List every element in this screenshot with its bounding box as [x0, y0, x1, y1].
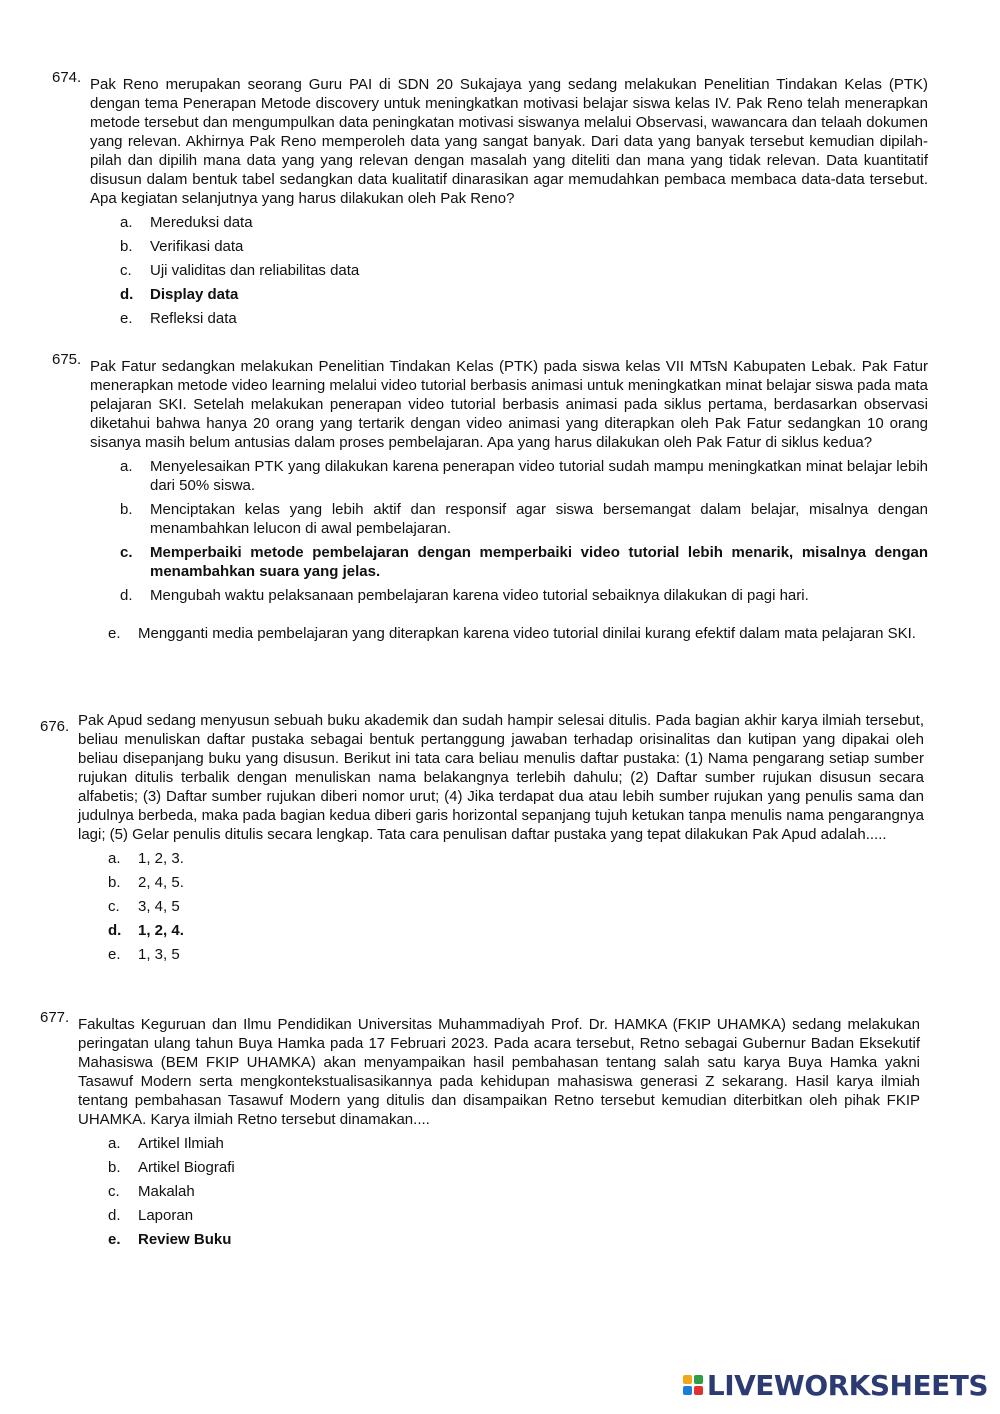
option-letter: a. — [108, 850, 121, 867]
option-letter: b. — [108, 874, 121, 891]
option-e[interactable] — [108, 1230, 920, 1249]
option-text: Menciptakan kelas yang lebih aktif dan responsif agar siswa bersemangat dalam belajar, misalnya dengan menambahkan lelucon di awal pembelajaran. — [150, 501, 928, 537]
option-letter: c. — [120, 262, 132, 279]
option-d[interactable] — [108, 921, 924, 940]
option-b[interactable] — [108, 1158, 920, 1177]
option-a[interactable] — [120, 457, 928, 495]
option-text: Artikel Ilmiah — [138, 1135, 224, 1152]
question-675 — [90, 357, 928, 643]
option-d[interactable] — [108, 1206, 920, 1225]
mark-square — [683, 1375, 692, 1384]
option-letter: a. — [108, 1135, 121, 1152]
option-d[interactable] — [120, 285, 928, 304]
question-number-674: 674. — [52, 69, 82, 86]
option-list — [108, 849, 924, 964]
option-letter: a. — [120, 458, 133, 475]
question-674 — [90, 75, 928, 328]
option-letter: b. — [120, 238, 133, 255]
question-677 — [78, 1015, 920, 1249]
option-text: Display data — [150, 286, 239, 303]
mark-square — [683, 1386, 692, 1395]
option-text: Mengganti media pembelajaran yang diterapkan karena video tutorial dinilai kurang efektif dalam mata pelajaran SKI. — [138, 625, 916, 642]
option-c[interactable] — [108, 1182, 920, 1201]
option-letter: a. — [120, 214, 133, 231]
option-e[interactable] — [108, 624, 920, 643]
option-text: 3, 4, 5 — [138, 898, 180, 915]
option-letter: b. — [108, 1159, 121, 1176]
question-text: Pak Reno merupakan seorang Guru PAI di SDN 20 Sukajaya yang sedang melakukan Penelitian Tindakan Kelas (PTK) dengan tema Penerapan Metode discovery untuk meningkatkan motivasi belajar siswa kelas IV. Pak Reno telah menerapkan metode tersebut dan mengumpulkan data peningkatan motivasi siswanya melalui Observasi, wawancara dan telaah dokumen yang relevan. Akhirnya Pak Reno memperoleh data yang sangat banyak. Dari data yang banyak tersebut kemudian dipilah-pilah dan dipilih mana data yang yang relevan dengan masalah yang diteliti dan mana yang tidak relevan. Data kuantitatif disusun dalam bentuk tabel sedangkan data kualitatif dinarasikan agar memudahkan pembaca membaca data-data tersebut. Apa kegiatan selanjutnya yang harus dilakukan oleh Pak Reno? — [90, 76, 928, 207]
option-letter: d. — [108, 922, 122, 939]
option-a[interactable] — [108, 1134, 920, 1153]
option-text: Memperbaiki metode pembelajaran dengan memperbaiki video tutorial lebih menarik, misalnya dengan menambahkan suara yang jelas. — [150, 544, 928, 580]
option-text: 1, 2, 3. — [138, 850, 184, 867]
option-e[interactable] — [108, 945, 924, 964]
option-letter: c. — [108, 898, 120, 915]
option-text: Laporan — [138, 1207, 194, 1224]
option-text: Mereduksi data — [150, 214, 253, 231]
option-text: Artikel Biografi — [138, 1159, 235, 1176]
option-text: Verifikasi data — [150, 238, 244, 255]
option-letter: d. — [120, 587, 133, 604]
option-letter: d. — [120, 286, 134, 303]
option-letter: b. — [120, 501, 133, 518]
question-number-677: 677. — [40, 1009, 70, 1026]
option-text: Refleksi data — [150, 310, 237, 327]
option-a[interactable] — [108, 849, 924, 868]
option-b[interactable] — [120, 500, 928, 538]
option-text: Uji validitas dan reliabilitas data — [150, 262, 360, 279]
mark-square — [694, 1386, 703, 1395]
option-text: 1, 3, 5 — [138, 946, 180, 963]
option-letter: e. — [108, 625, 121, 642]
option-text: Makalah — [138, 1183, 195, 1200]
option-b[interactable] — [108, 873, 924, 892]
option-letter: d. — [108, 1207, 121, 1224]
liveworksheets-logo — [683, 1370, 988, 1400]
option-letter: e. — [108, 1231, 121, 1248]
option-text: 1, 2, 4. — [138, 922, 184, 939]
option-letter: c. — [108, 1183, 120, 1200]
option-text: Mengubah waktu pelaksanaan pembelajaran karena video tutorial sebaiknya dilakukan di pagi hari. — [150, 587, 809, 604]
option-b[interactable] — [120, 237, 928, 256]
option-a[interactable] — [120, 213, 928, 232]
mark-square — [694, 1375, 703, 1384]
question-text: Pak Fatur sedangkan melakukan Penelitian Tindakan Kelas (PTK) pada siswa kelas VII MTsN Kabupaten Lebak. Pak Fatur menerapkan metode video learning melalui video tutorial berbasis animasi untuk meningkatkan minat belajar siswa pada mata pelajaran SKI. Setelah melakukan penerapan video tutorial berbasis animasi pada siklus pertama, berdasarkan observasi diketahui bahwa hanya 20 orang yang tertarik dengan video animasi yang diterapkan oleh Pak Fatur sedangkan 10 orang sisanya masih belum antusias dalam proses pembelajaran. Apa yang harus dilakukan oleh Pak Fatur di siklus kedua? — [90, 358, 928, 451]
option-letter: e. — [108, 946, 121, 963]
option-letter: c. — [120, 544, 133, 561]
option-text: 2, 4, 5. — [138, 874, 184, 891]
option-d[interactable] — [120, 586, 928, 605]
question-text: Pak Apud sedang menyusun sebuah buku akademik dan sudah hampir selesai ditulis. Pada bagian akhir karya ilmiah tersebut, beliau menuliskan daftar pustaka sebagai bentuk pertanggung jawaban terhadap orisinalitas dan kutipan yang dipakai oleh beliau disepanjang buku yang disusun. Berikut ini tata cara beliau menulis daftar pustaka: (1) Nama pengarang setiap sumber rujukan ditulis terbalik dengan menuliskan nama belakangnya terlebih dahulu; (2) Daftar sumber rujukan disusun secara alfabetis; (3) Daftar sumber rujukan diberi nomor urut; (4) Jika terdapat dua atau lebih sumber rujukan yang penulis sama dan judulnya berbeda, maka pada bagian kedua diberi garis horizontal sepanjang tujuh ketukan tanpa menulis nama pengarangnya lagi; (5) Gelar penulis ditulis secara lengkap. Tata cara penulisan daftar pustaka yang tepat dilakukan Pak Apud adalah..... — [78, 712, 924, 843]
liveworksheets-mark-icon — [683, 1375, 703, 1395]
option-letter: e. — [120, 310, 133, 327]
option-e[interactable] — [120, 309, 928, 328]
option-c[interactable] — [108, 897, 924, 916]
question-number-676: 676. — [40, 718, 70, 735]
option-text: Review Buku — [138, 1231, 232, 1248]
option-list — [108, 1134, 920, 1249]
option-text: Menyelesaikan PTK yang dilakukan karena penerapan video tutorial sudah mampu meningkatkan minat belajar lebih dari 50% siswa. — [150, 458, 928, 494]
option-list — [120, 213, 928, 328]
question-number-675: 675. — [52, 351, 82, 368]
question-676 — [78, 711, 924, 964]
question-text: Fakultas Keguruan dan Ilmu Pendidikan Universitas Muhammadiyah Prof. Dr. HAMKA (FKIP UHAMKA) sedang melakukan peringatan ulang tahun Buya Hamka pada 17 Februari 2023. Pada acara tersebut, Retno sebagai Gubernur Badan Eksekutif Mahasiswa (BEM FKIP UHAMKA) akan menyampaikan hasil pembahasan tentang salah satu karya Buya Hamka yakni Tasawuf Modern serta mengkontekstualisasikannya pada kehidupan mahasiswa generasi Z sekarang. Hasil karya ilmiah tentang pembahasan Tasawuf Modern yang ditulis dan disampaikan Retno tersebut kemudian diterbitkan oleh pihak FKIP UHAMKA. Karya ilmiah Retno tersebut dinamakan.... — [78, 1016, 920, 1128]
option-c[interactable] — [120, 261, 928, 280]
liveworksheets-brand: LIVEWORKSHEETS — [706, 1368, 988, 1402]
option-c[interactable] — [120, 543, 928, 581]
option-list — [120, 457, 928, 605]
